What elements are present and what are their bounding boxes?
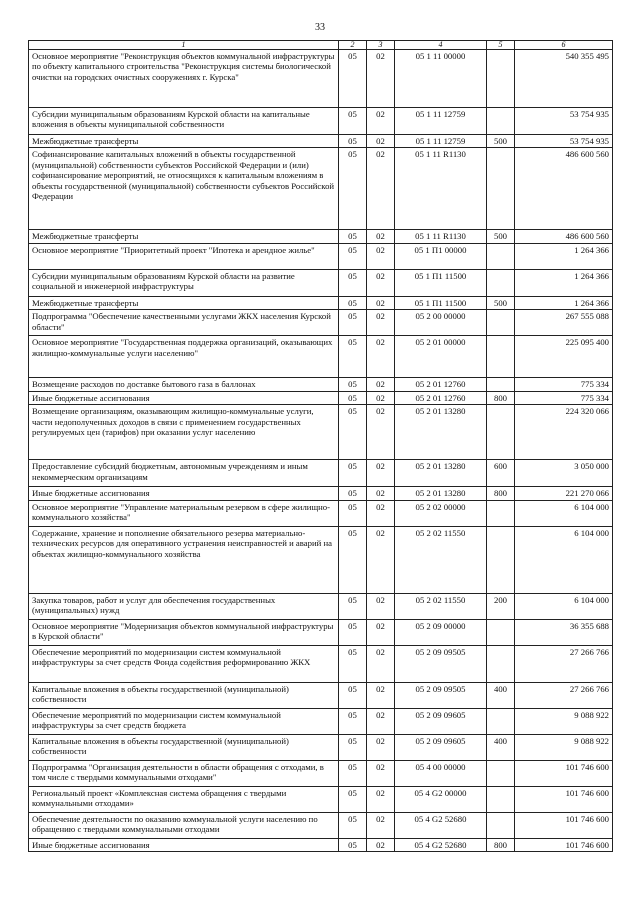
row-amount-cell: 36 355 688: [515, 619, 613, 645]
row-section-cell: 05: [339, 619, 367, 645]
budget-table: [28, 40, 613, 852]
row-target-code-cell: 05 2 01 00000: [395, 336, 487, 378]
row-target-code-cell: 05 1 П1 11500: [395, 296, 487, 309]
table-row: [29, 243, 613, 269]
row-name-cell: Софинансирование капитальных вложений в объекты государственной (муниципальной) собственности субъектов Российской Федерации и (или) софинансирование мероприятий, не относящихся к капитальным вложениям в объекты государственной (муниципальной) собственности субъектов Российской Федерации: [29, 148, 339, 230]
table-row: [29, 230, 613, 243]
row-section-cell: 05: [339, 645, 367, 682]
row-section-cell: 05: [339, 526, 367, 593]
row-target-code-cell: 05 2 01 13280: [395, 460, 487, 487]
row-section-cell: 05: [339, 500, 367, 526]
row-name-cell: Капитальные вложения в объекты государственной (муниципальной) собственности: [29, 734, 339, 760]
row-subsection-cell: 02: [367, 734, 395, 760]
header-cell: 2: [339, 41, 367, 50]
row-name-cell: Иные бюджетные ассигнования: [29, 838, 339, 851]
row-target-code-cell: 05 1 11 R1130: [395, 230, 487, 243]
row-amount-cell: 1 264 366: [515, 269, 613, 296]
row-name-cell: Межбюджетные трансферты: [29, 296, 339, 309]
row-subsection-cell: 02: [367, 708, 395, 734]
row-target-code-cell: 05 4 00 00000: [395, 760, 487, 786]
row-target-code-cell: 05 2 02 11550: [395, 593, 487, 619]
header-cell: 3: [367, 41, 395, 50]
row-expense-type-cell: [487, 310, 515, 336]
row-name-cell: Региональный проект «Комплексная система обращения с твердыми коммунальными отходами»: [29, 786, 339, 812]
header-cell: 6: [515, 41, 613, 50]
row-expense-type-cell: 800: [487, 838, 515, 851]
row-subsection-cell: 02: [367, 760, 395, 786]
row-expense-type-cell: [487, 708, 515, 734]
row-amount-cell: 53 754 935: [515, 135, 613, 148]
row-target-code-cell: 05 4 G2 52680: [395, 838, 487, 851]
row-amount-cell: 486 600 560: [515, 148, 613, 230]
row-expense-type-cell: 400: [487, 682, 515, 708]
row-expense-type-cell: [487, 108, 515, 135]
table-row: [29, 296, 613, 309]
row-amount-cell: 225 095 400: [515, 336, 613, 378]
row-name-cell: Подпрограмма "Организация деятельности в области обращения с отходами, в том числе с твердыми коммунальными отходами": [29, 760, 339, 786]
table-row: [29, 838, 613, 851]
table-row: [29, 135, 613, 148]
row-subsection-cell: 02: [367, 310, 395, 336]
row-name-cell: Основное мероприятие "Модернизация объектов коммунальной инфраструктуры в Курской области": [29, 619, 339, 645]
header-cell: 1: [29, 41, 339, 50]
row-expense-type-cell: [487, 760, 515, 786]
row-section-cell: 05: [339, 812, 367, 838]
row-section-cell: 05: [339, 243, 367, 269]
header-row: [29, 41, 613, 50]
row-section-cell: 05: [339, 269, 367, 296]
row-name-cell: Иные бюджетные ассигнования: [29, 487, 339, 500]
row-subsection-cell: 02: [367, 50, 395, 108]
row-name-cell: Субсидии муниципальным образованиям Курской области на капитальные вложения в объекты муниципальной собственности: [29, 108, 339, 135]
row-section-cell: 05: [339, 708, 367, 734]
row-subsection-cell: 02: [367, 682, 395, 708]
row-target-code-cell: 05 2 09 00000: [395, 619, 487, 645]
table-row: [29, 812, 613, 838]
row-subsection-cell: 02: [367, 487, 395, 500]
row-amount-cell: 101 746 600: [515, 786, 613, 812]
row-subsection-cell: 02: [367, 108, 395, 135]
table-row: [29, 734, 613, 760]
row-name-cell: Субсидии муниципальным образованиям Курской области на развитие социальной и инженерной инфраструктуры: [29, 269, 339, 296]
table-row: [29, 378, 613, 391]
row-subsection-cell: 02: [367, 593, 395, 619]
row-subsection-cell: 02: [367, 526, 395, 593]
row-amount-cell: 1 264 366: [515, 296, 613, 309]
row-name-cell: Закупка товаров, работ и услуг для обеспечения государственных (муниципальных) нужд: [29, 593, 339, 619]
row-expense-type-cell: 400: [487, 734, 515, 760]
row-name-cell: Возмещение расходов по доставке бытового газа в баллонах: [29, 378, 339, 391]
table-row: [29, 645, 613, 682]
table-row: [29, 487, 613, 500]
row-section-cell: 05: [339, 593, 367, 619]
row-amount-cell: 221 270 066: [515, 487, 613, 500]
row-amount-cell: 27 266 766: [515, 682, 613, 708]
row-target-code-cell: 05 2 09 09605: [395, 734, 487, 760]
row-expense-type-cell: [487, 405, 515, 460]
table-row: [29, 526, 613, 593]
row-amount-cell: 224 320 066: [515, 405, 613, 460]
row-target-code-cell: 05 1 11 12759: [395, 135, 487, 148]
row-subsection-cell: 02: [367, 378, 395, 391]
row-expense-type-cell: 200: [487, 593, 515, 619]
row-amount-cell: 27 266 766: [515, 645, 613, 682]
row-expense-type-cell: [487, 50, 515, 108]
row-target-code-cell: 05 1 11 00000: [395, 50, 487, 108]
row-expense-type-cell: 800: [487, 487, 515, 500]
row-name-cell: Обеспечение деятельности по оказанию коммунальной услуги населению по обращению с твердыми коммунальными отходами: [29, 812, 339, 838]
table-row: [29, 682, 613, 708]
row-target-code-cell: 05 2 02 00000: [395, 500, 487, 526]
row-subsection-cell: 02: [367, 838, 395, 851]
row-amount-cell: 775 334: [515, 378, 613, 391]
page-number: 33: [315, 22, 325, 33]
table-row: [29, 708, 613, 734]
row-subsection-cell: 02: [367, 230, 395, 243]
row-subsection-cell: 02: [367, 148, 395, 230]
table-row: [29, 108, 613, 135]
row-name-cell: Межбюджетные трансферты: [29, 230, 339, 243]
row-target-code-cell: 05 4 G2 52680: [395, 812, 487, 838]
row-name-cell: Основное мероприятие "Управление материальным резервом в сфере жилищно-коммунального хозяйства": [29, 500, 339, 526]
row-expense-type-cell: [487, 812, 515, 838]
row-subsection-cell: 02: [367, 812, 395, 838]
row-amount-cell: 53 754 935: [515, 108, 613, 135]
row-amount-cell: 101 746 600: [515, 838, 613, 851]
row-subsection-cell: 02: [367, 391, 395, 404]
table-row: [29, 405, 613, 460]
row-section-cell: 05: [339, 682, 367, 708]
row-name-cell: Обеспечение мероприятий по модернизации систем коммунальной инфраструктуры за счет средств бюджета: [29, 708, 339, 734]
row-section-cell: 05: [339, 108, 367, 135]
row-section-cell: 05: [339, 230, 367, 243]
row-section-cell: 05: [339, 734, 367, 760]
row-amount-cell: 9 088 922: [515, 708, 613, 734]
row-expense-type-cell: [487, 526, 515, 593]
row-expense-type-cell: [487, 645, 515, 682]
row-section-cell: 05: [339, 378, 367, 391]
row-amount-cell: 6 104 000: [515, 500, 613, 526]
row-target-code-cell: 05 1 П1 00000: [395, 243, 487, 269]
table-row: [29, 786, 613, 812]
row-target-code-cell: 05 2 01 13280: [395, 405, 487, 460]
table-row: [29, 760, 613, 786]
row-subsection-cell: 02: [367, 405, 395, 460]
row-section-cell: 05: [339, 148, 367, 230]
table-row: [29, 50, 613, 108]
row-amount-cell: 9 088 922: [515, 734, 613, 760]
row-subsection-cell: 02: [367, 645, 395, 682]
row-subsection-cell: 02: [367, 296, 395, 309]
row-name-cell: Межбюджетные трансферты: [29, 135, 339, 148]
row-subsection-cell: 02: [367, 619, 395, 645]
row-target-code-cell: 05 4 G2 00000: [395, 786, 487, 812]
row-expense-type-cell: [487, 500, 515, 526]
table-row: [29, 148, 613, 230]
table-row: [29, 391, 613, 404]
row-name-cell: Иные бюджетные ассигнования: [29, 391, 339, 404]
row-section-cell: 05: [339, 296, 367, 309]
row-amount-cell: 101 746 600: [515, 760, 613, 786]
row-amount-cell: 3 050 000: [515, 460, 613, 487]
row-amount-cell: 775 334: [515, 391, 613, 404]
row-amount-cell: 486 600 560: [515, 230, 613, 243]
row-section-cell: 05: [339, 310, 367, 336]
table-row: [29, 619, 613, 645]
table-row: [29, 460, 613, 487]
row-section-cell: 05: [339, 405, 367, 460]
row-name-cell: Содержание, хранение и пополнение обязательного резерва материально-технических ресурсов для оперативного устранения неисправностей и аварий на объектах жилищно-коммунального хозяйства: [29, 526, 339, 593]
row-subsection-cell: 02: [367, 460, 395, 487]
row-subsection-cell: 02: [367, 243, 395, 269]
row-expense-type-cell: 800: [487, 391, 515, 404]
header-cell: 4: [395, 41, 487, 50]
row-expense-type-cell: 600: [487, 460, 515, 487]
row-name-cell: Подпрограмма "Обеспечение качественными услугами ЖКХ населения Курской области": [29, 310, 339, 336]
header-cell: 5: [487, 41, 515, 50]
row-subsection-cell: 02: [367, 786, 395, 812]
row-expense-type-cell: [487, 269, 515, 296]
row-subsection-cell: 02: [367, 336, 395, 378]
row-amount-cell: 6 104 000: [515, 593, 613, 619]
row-name-cell: Капитальные вложения в объекты государственной (муниципальной) собственности: [29, 682, 339, 708]
row-target-code-cell: 05 2 01 12760: [395, 391, 487, 404]
row-target-code-cell: 05 1 11 12759: [395, 108, 487, 135]
row-expense-type-cell: [487, 148, 515, 230]
table-row: [29, 336, 613, 378]
row-subsection-cell: 02: [367, 500, 395, 526]
row-target-code-cell: 05 2 02 11550: [395, 526, 487, 593]
row-target-code-cell: 05 2 01 12760: [395, 378, 487, 391]
row-expense-type-cell: [487, 336, 515, 378]
row-section-cell: 05: [339, 135, 367, 148]
row-target-code-cell: 05 1 П1 11500: [395, 269, 487, 296]
row-amount-cell: 6 104 000: [515, 526, 613, 593]
row-expense-type-cell: [487, 619, 515, 645]
row-name-cell: Основное мероприятие "Реконструкция объектов коммунальной инфраструктуры по объекту капитального строительства "Реконструкция системы биологической очистки на городских очистных сооружениях г. Курска": [29, 50, 339, 108]
row-target-code-cell: 05 2 01 13280: [395, 487, 487, 500]
row-expense-type-cell: 500: [487, 230, 515, 243]
row-section-cell: 05: [339, 460, 367, 487]
row-section-cell: 05: [339, 786, 367, 812]
row-target-code-cell: 05 2 09 09505: [395, 645, 487, 682]
row-name-cell: Основное мероприятие "Государственная поддержка организаций, оказывающих жилищно-коммунальные услуги населению": [29, 336, 339, 378]
row-expense-type-cell: 500: [487, 296, 515, 309]
row-name-cell: Возмещение организациям, оказывающим жилищно-коммунальные услуги, части недополученных доходов в связи с применением государственных регулируемых цен (тарифов) при оказании услуг населению: [29, 405, 339, 460]
row-expense-type-cell: [487, 786, 515, 812]
row-amount-cell: 267 555 088: [515, 310, 613, 336]
row-name-cell: Обеспечение мероприятий по модернизации систем коммунальной инфраструктуры за счет средств Фонда содействия реформированию ЖКХ: [29, 645, 339, 682]
row-target-code-cell: 05 2 00 00000: [395, 310, 487, 336]
row-section-cell: 05: [339, 50, 367, 108]
row-target-code-cell: 05 2 09 09505: [395, 682, 487, 708]
row-target-code-cell: 05 1 11 R1130: [395, 148, 487, 230]
row-section-cell: 05: [339, 391, 367, 404]
row-amount-cell: 540 355 495: [515, 50, 613, 108]
table-row: [29, 500, 613, 526]
table-row: [29, 593, 613, 619]
row-amount-cell: 101 746 600: [515, 812, 613, 838]
row-expense-type-cell: [487, 378, 515, 391]
row-target-code-cell: 05 2 09 09605: [395, 708, 487, 734]
row-subsection-cell: 02: [367, 135, 395, 148]
row-section-cell: 05: [339, 336, 367, 378]
table-row: [29, 269, 613, 296]
row-name-cell: Предоставление субсидий бюджетным, автономным учреждениям и иным некоммерческим организациям: [29, 460, 339, 487]
row-section-cell: 05: [339, 838, 367, 851]
row-section-cell: 05: [339, 760, 367, 786]
row-name-cell: Основное мероприятие "Приоритетный проект "Ипотека и арендное жилье": [29, 243, 339, 269]
table-row: [29, 310, 613, 336]
row-subsection-cell: 02: [367, 269, 395, 296]
row-section-cell: 05: [339, 487, 367, 500]
row-amount-cell: 1 264 366: [515, 243, 613, 269]
row-expense-type-cell: [487, 243, 515, 269]
row-expense-type-cell: 500: [487, 135, 515, 148]
